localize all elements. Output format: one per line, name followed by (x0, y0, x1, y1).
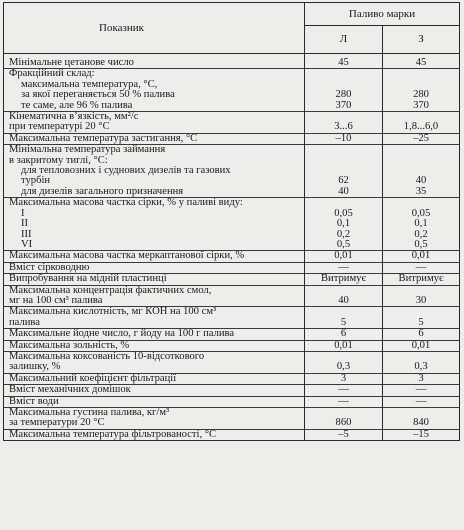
value-cell-z (383, 396, 460, 407)
value-cell-z (383, 133, 460, 144)
value-text-l: — (338, 261, 349, 273)
table-row (4, 145, 460, 198)
indicator-cell (4, 429, 305, 440)
indicator-text: Вміст води (9, 395, 59, 407)
value-cell-z (383, 198, 460, 251)
indicator-cell (4, 340, 305, 351)
indicator-text: Максимальна масова частка сірки, % у паливі виду: (9, 197, 243, 209)
indicator-text: I (21, 207, 25, 219)
value-text-z: 0,01 (411, 250, 431, 262)
value-cell-l (305, 396, 383, 407)
value-cell-l (305, 69, 383, 112)
table-row (4, 385, 460, 396)
table-row (4, 251, 460, 262)
table-row (4, 69, 460, 112)
indicator-cell (4, 198, 305, 251)
value-text-l: 45 (338, 57, 349, 68)
value-text-z: 5 (418, 316, 424, 328)
value-text-l: — (338, 395, 349, 407)
value-text-z: 0,1 (414, 218, 428, 230)
value-text-l: 3...6 (334, 121, 353, 133)
value-text-z: –15 (413, 428, 429, 440)
table-row (4, 54, 460, 69)
indicator-text: турбін (21, 175, 51, 187)
value-cell-l (305, 340, 383, 351)
indicator-cell (4, 251, 305, 262)
header-grade-z: З (383, 26, 460, 54)
value-text-l: 0,01 (334, 339, 353, 351)
value-text-z: 1,8...6,0 (403, 121, 439, 133)
indicator-cell (4, 112, 305, 134)
value-cell-z (383, 373, 460, 384)
value-cell-l (305, 54, 383, 69)
value-text-l: Витримує (320, 273, 366, 285)
indicator-text: Максимальна коксованість 10-відсоткового (9, 350, 205, 362)
value-text-z: 0,3 (414, 361, 428, 373)
indicator-text: Максимальне йодне число, г йоду на 100 г палива (9, 328, 235, 340)
table-row (4, 274, 460, 285)
indicator-cell (4, 274, 305, 285)
value-text-z: 45 (415, 57, 427, 68)
value-cell-z (383, 112, 460, 134)
table-row (4, 340, 460, 351)
value-text-l: 0,3 (336, 361, 351, 373)
indicator-text: Мінімальне цетанове число (9, 57, 134, 68)
value-cell-l (305, 262, 383, 273)
value-text-l: 370 (335, 99, 352, 111)
header-fuel-grade: Паливо марки (305, 3, 460, 26)
table-row (4, 408, 460, 430)
indicator-text: Випробування на мідній пластинці (9, 273, 167, 285)
indicator-text: II (21, 218, 29, 230)
value-text-l: 5 (340, 316, 347, 328)
header-grade-l: Л (305, 26, 383, 54)
table-row (4, 351, 460, 373)
value-text-z: 370 (413, 99, 429, 111)
value-text-l: 62 (338, 175, 349, 187)
indicator-text: Вміст сірководню (9, 261, 90, 273)
indicator-text: мг на 100 см³ палива (9, 294, 103, 306)
value-cell-z (383, 69, 460, 112)
table-row (4, 133, 460, 144)
value-cell-l (305, 285, 383, 307)
fuel-spec-table (3, 2, 460, 441)
value-cell-z (383, 429, 460, 440)
value-text-l: 6 (340, 328, 347, 340)
indicator-text: максимальна температура, °С, (21, 78, 158, 90)
table-row (4, 198, 460, 251)
value-text-l: 0,5 (336, 238, 351, 250)
value-text-l: 40 (338, 185, 349, 197)
indicator-text: палива (9, 316, 40, 328)
indicator-text: для дизелів загального призначення (21, 185, 184, 197)
value-cell-z (383, 274, 460, 285)
value-text-z: 6 (418, 328, 424, 340)
indicator-text: Максимальна густина палива, кг/м³ (9, 407, 170, 418)
indicator-text: при температурі 20 °С (9, 121, 110, 133)
value-cell-l (305, 251, 383, 262)
indicator-text: за температури 20 °С (9, 417, 105, 429)
indicator-text: Максимальна температура фільтрованості, °С (9, 428, 217, 440)
value-text-l: 0,01 (334, 250, 353, 262)
value-text-z: 0,5 (414, 238, 428, 250)
indicator-cell (4, 307, 305, 329)
table-body (4, 54, 460, 441)
table-row (4, 285, 460, 307)
indicator-text: Максимальна масова частка меркаптанової сірки, % (9, 250, 245, 262)
value-cell-l (305, 307, 383, 329)
value-text-z: 0,01 (411, 339, 431, 351)
indicator-text: Максимальна зольність, % (9, 339, 130, 351)
value-text-z: 30 (415, 294, 427, 306)
indicator-text: за якої переганяється 50 % палива (21, 89, 175, 101)
indicator-cell (4, 133, 305, 144)
value-cell-z (383, 351, 460, 373)
value-text-l: — (338, 384, 349, 396)
value-text-z: 0,05 (411, 207, 431, 219)
value-text-l: 280 (335, 89, 352, 101)
value-text-l: –10 (335, 132, 352, 144)
value-text-l: –5 (338, 428, 349, 440)
value-text-l: 3 (340, 372, 347, 384)
indicator-cell (4, 373, 305, 384)
value-cell-z (383, 251, 460, 262)
value-text-l: 860 (335, 417, 352, 429)
indicator-text: VI (21, 238, 33, 250)
value-cell-l (305, 385, 383, 396)
indicator-text: Кінематична в’язкість, мм²/с (9, 111, 139, 123)
value-text-z: 280 (413, 89, 429, 101)
indicator-text: те саме, але 96 % палива (21, 99, 133, 111)
value-cell-z (383, 408, 460, 430)
value-cell-l (305, 133, 383, 144)
indicator-cell (4, 69, 305, 112)
value-text-l: 0,05 (334, 207, 353, 219)
indicator-text: III (21, 228, 32, 240)
value-cell-z (383, 385, 460, 396)
indicator-cell (4, 285, 305, 307)
indicator-text: Максимальна концентрація фактичних смол, (9, 284, 212, 296)
value-cell-z (383, 285, 460, 307)
indicator-text: Фракційний склад: (9, 68, 95, 80)
value-cell-l (305, 429, 383, 440)
indicator-text: Максимальний коефіцієнт фільтрації (9, 372, 177, 384)
value-cell-z (383, 307, 460, 329)
value-text-z: Витримує (398, 273, 444, 285)
indicator-text: для тепловозних і суднових дизелів та газових (21, 165, 231, 177)
value-text-z: — (415, 384, 427, 396)
value-text-l: 0,2 (336, 228, 351, 240)
table-row (4, 429, 460, 440)
value-text-z: 40 (415, 175, 427, 187)
indicator-cell (4, 54, 305, 69)
indicator-text: Максимальна температура застигання, °С (9, 132, 198, 144)
value-text-z: 840 (413, 417, 429, 429)
table-row (4, 262, 460, 273)
indicator-text: залишку, % (9, 361, 61, 373)
table-row (4, 307, 460, 329)
value-cell-z (383, 340, 460, 351)
table-row (4, 112, 460, 134)
indicator-text: Вміст механічних домішок (9, 384, 131, 396)
value-cell-l (305, 329, 383, 340)
value-cell-l (305, 351, 383, 373)
value-cell-l (305, 112, 383, 134)
indicator-cell (4, 396, 305, 407)
value-text-l: 0,1 (336, 218, 351, 230)
header-indicator: Показник (4, 3, 305, 54)
value-cell-z (383, 329, 460, 340)
indicator-cell (4, 262, 305, 273)
indicator-cell (4, 329, 305, 340)
indicator-text: Мінімальна температура займання (9, 144, 166, 156)
table-row (4, 329, 460, 340)
value-cell-z (383, 54, 460, 69)
value-cell-l (305, 408, 383, 430)
value-text-z: — (415, 395, 427, 407)
value-cell-l (305, 198, 383, 251)
indicator-cell (4, 408, 305, 430)
indicator-text: в закритому тиглі, °С: (9, 154, 108, 166)
indicator-cell (4, 145, 305, 198)
value-text-z: 0,2 (414, 228, 428, 240)
value-cell-l (305, 145, 383, 198)
indicator-cell (4, 351, 305, 373)
indicator-text: Максимальна кислотність, мг КОН на 100 см³ (9, 306, 217, 318)
value-cell-l (305, 274, 383, 285)
value-cell-l (305, 373, 383, 384)
value-text-z: 35 (415, 185, 427, 197)
indicator-cell (4, 385, 305, 396)
value-text-l: 40 (338, 294, 349, 306)
value-cell-z (383, 145, 460, 198)
value-text-z: –25 (413, 132, 429, 144)
table-row (4, 396, 460, 407)
value-cell-z (383, 262, 460, 273)
value-text-z: — (415, 261, 427, 273)
value-text-z: 3 (418, 372, 424, 384)
table-row (4, 373, 460, 384)
